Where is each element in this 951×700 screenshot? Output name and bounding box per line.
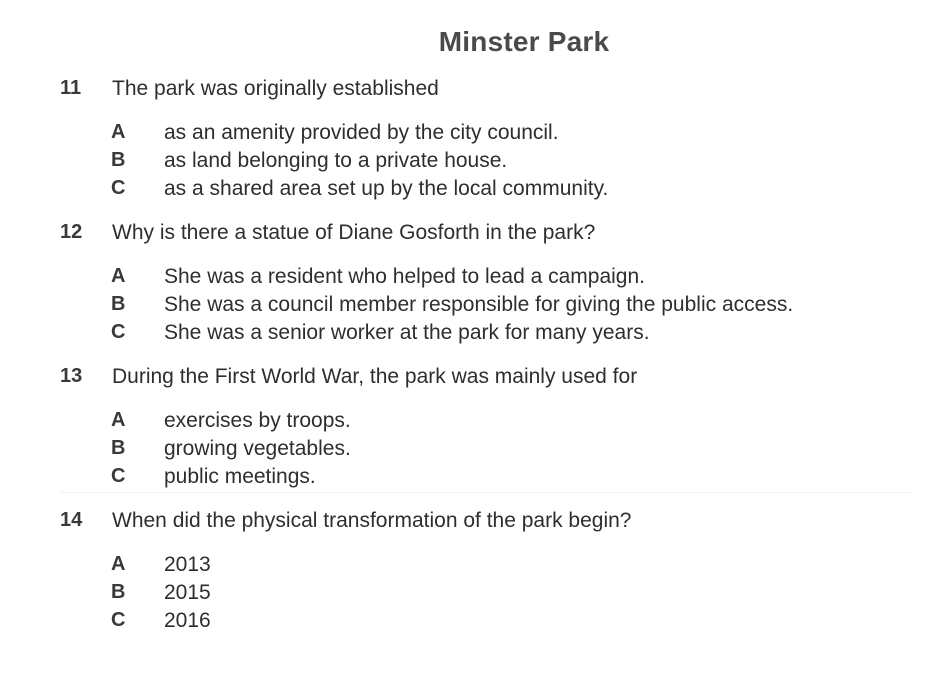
question-text: The park was originally established (112, 77, 439, 100)
question-number: 14 (60, 509, 83, 531)
option-list (0, 121, 951, 205)
option-b (0, 293, 951, 321)
question-14 (0, 509, 951, 637)
option-letter: A (111, 553, 126, 575)
option-text: She was a senior worker at the park for many years. (164, 321, 650, 344)
option-text: She was a resident who helped to lead a campaign. (164, 265, 645, 288)
question-11 (0, 77, 951, 205)
option-letter: B (111, 437, 126, 459)
option-c (0, 609, 951, 637)
option-a (0, 265, 951, 293)
option-letter: B (111, 293, 126, 315)
question-number: 12 (60, 221, 83, 243)
option-text: growing vegetables. (164, 437, 351, 460)
question-12 (0, 221, 951, 349)
option-letter: B (111, 581, 126, 603)
option-letter: C (111, 321, 126, 343)
option-c (0, 321, 951, 349)
option-c (0, 465, 951, 493)
option-text: 2015 (164, 581, 211, 604)
question-text: When did the physical transformation of the park begin? (112, 509, 632, 532)
option-b (0, 149, 951, 177)
page-title: Minster Park (438, 26, 610, 57)
option-letter: A (111, 409, 126, 431)
option-a (0, 553, 951, 581)
question-text: During the First World War, the park was mainly used for (112, 365, 638, 388)
option-text: as land belonging to a private house. (164, 149, 508, 172)
option-list (0, 553, 951, 637)
option-b (0, 437, 951, 465)
option-letter: C (111, 177, 126, 199)
option-list (0, 265, 951, 349)
option-list (0, 409, 951, 493)
option-text: exercises by troops. (164, 409, 351, 432)
question-text: Why is there a statue of Diane Gosforth in the park? (112, 221, 596, 244)
question-number: 13 (60, 365, 83, 387)
question-number: 11 (60, 77, 82, 99)
divider (60, 492, 910, 493)
option-text: as a shared area set up by the local community. (164, 177, 609, 200)
option-letter: A (111, 121, 126, 143)
option-text: She was a council member responsible for giving the public access. (164, 293, 794, 316)
option-letter: C (111, 465, 126, 487)
option-letter: C (111, 609, 126, 631)
option-a (0, 121, 951, 149)
option-letter: B (111, 149, 126, 171)
option-letter: A (111, 265, 126, 287)
option-text: 2013 (164, 553, 211, 576)
option-b (0, 581, 951, 609)
option-a (0, 409, 951, 437)
option-text: as an amenity provided by the city council. (164, 121, 559, 144)
option-text: public meetings. (164, 465, 316, 488)
question-13 (0, 365, 951, 493)
option-text: 2016 (164, 609, 211, 632)
option-c (0, 177, 951, 205)
